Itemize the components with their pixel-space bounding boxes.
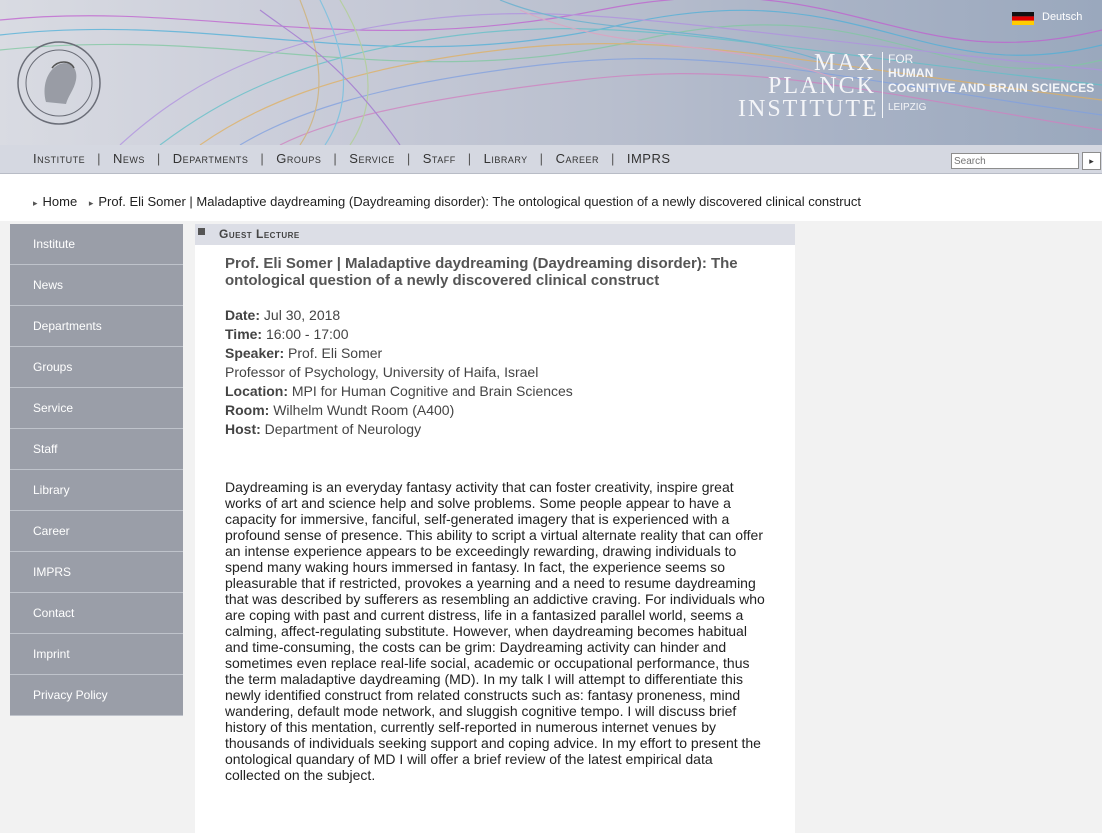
nav-separator: |: [406, 151, 411, 166]
search-submit-icon[interactable]: ▸: [1082, 152, 1101, 170]
breadcrumb-home-link[interactable]: Home: [42, 194, 78, 209]
event-time: [225, 325, 573, 344]
sidebar-item-departments[interactable]: Departments: [10, 306, 183, 347]
institute-name-line-2: COGNITIVE AND BRAIN SCIENCES: [888, 81, 1095, 95]
logo-line-institute: INSTITUTE: [738, 96, 879, 122]
event-abstract: Daydreaming is an everyday fantasy activity that can foster creativity, inspire great works of art and science help and solve problems. Some people appear to have a capacity for immersive, fanciful, self-generated imagery that is experienced with a profound sense of presence. This ability to script a virtual alternate reality that can offer an intense experience appears to be exceedingly rewarding, drawing individuals to spend many waking hours immersed in fantasy. In fact, the experience seems so pleasurable that if restricted, provokes a yearning and a need to resume daydreaming that was described by sufferers as resembling an addictive craving. For individuals who are coping with past and current distress, life in a fantasized parallel world, seems a calming, affect-regulating substitute. However, when daydreaming becomes habitual and time-consuming, the costs can be grim: Daydreaming activity can hinder and sometimes even replace real-life social, academic or occupational performance, thus the term maladaptive daydreaming (MD). In my talk I will attempt to differentiate this newly identified construct from related constructs such as: fantasy proneness, mind wandering, default mode network, and sluggish cognitive tempo. I will discuss brief history of this mentation, currently self-reported in numerous internet venues by thousands of individuals seeking support and coping advice. In my effort to present the ontological quandary of MD I will offer a brief review of the latest empirical data collected on the subject.: [225, 479, 765, 783]
institute-city: LEIPZIG: [888, 102, 927, 113]
minerva-seal-icon[interactable]: [16, 40, 102, 126]
sidebar-item-imprint[interactable]: Imprint: [10, 634, 183, 675]
sidebar-item-contact[interactable]: Contact: [10, 593, 183, 634]
nav-item-groups[interactable]: Groups |: [276, 151, 349, 166]
institute-name: [888, 52, 1095, 116]
institute-for: FOR: [888, 52, 914, 66]
event-details: [225, 306, 573, 439]
search-input[interactable]: [951, 153, 1079, 169]
breadcrumb-arrow-icon: ▸: [88, 198, 94, 208]
event-date: [225, 306, 573, 325]
sidebar-item-privacy-policy[interactable]: Privacy Policy: [10, 675, 183, 716]
event-content: [195, 224, 795, 833]
host-label: Host:: [225, 421, 261, 437]
nav-item-institute[interactable]: Institute |: [33, 151, 113, 166]
max-planck-logo[interactable]: [738, 50, 879, 122]
sidebar-item-news[interactable]: News: [10, 265, 183, 306]
host-value: Department of Neurology: [264, 421, 422, 437]
sidebar-item-library[interactable]: Library: [10, 470, 183, 511]
nav-item-career[interactable]: Career |: [556, 151, 627, 166]
sidebar-item-groups[interactable]: Groups: [10, 347, 183, 388]
nav-separator: |: [610, 151, 615, 166]
event-title: Prof. Eli Somer | Maladaptive daydreaming (Daydreaming disorder): The ontological question of a newly discovered clinical construct: [225, 255, 738, 289]
nav-separator: |: [156, 151, 161, 166]
breadcrumb: [0, 174, 1102, 221]
institute-name-line-1: HUMAN: [888, 66, 934, 80]
sidebar-item-service[interactable]: Service: [10, 388, 183, 429]
location-value: MPI for Human Cognitive and Brain Sciences: [291, 383, 573, 399]
language-switch-link[interactable]: Deutsch: [1042, 11, 1083, 23]
nav-item-departments[interactable]: Departments |: [173, 151, 276, 166]
date-label: Date:: [225, 307, 261, 323]
event-location: [225, 382, 573, 401]
german-flag-icon[interactable]: [1012, 12, 1034, 25]
nav-separator: |: [260, 151, 265, 166]
sidebar-item-imprs[interactable]: IMPRS: [10, 552, 183, 593]
nav-item-news[interactable]: News |: [113, 151, 173, 166]
event-host: [225, 420, 573, 439]
logo-divider: [882, 52, 883, 118]
sidebar-item-institute[interactable]: Institute: [10, 224, 183, 265]
section-label: Guest Lecture: [219, 227, 300, 241]
logo-line-planck: PLANCK: [767, 73, 876, 99]
nav-separator: |: [97, 151, 102, 166]
sidebar-item-staff[interactable]: Staff: [10, 429, 183, 470]
nav-separator: |: [539, 151, 544, 166]
room-value: Wilhelm Wundt Room (A400): [273, 402, 455, 418]
main-nav: [0, 145, 1102, 174]
speaker-value: Prof. Eli Somer: [288, 345, 383, 361]
speaker-label: Speaker:: [225, 345, 285, 361]
time-value: 16:00 - 17:00: [265, 326, 349, 342]
nav-item-library[interactable]: Library |: [484, 151, 556, 166]
speaker-affiliation: Professor of Psychology, University of Haifa, Israel: [225, 364, 539, 380]
nav-separator: |: [467, 151, 472, 166]
nav-item-staff[interactable]: Staff |: [423, 151, 484, 166]
nav-separator: |: [333, 151, 338, 166]
nav-item-imprs[interactable]: IMPRS: [626, 151, 671, 166]
header-banner: [0, 0, 1102, 145]
room-label: Room:: [225, 402, 270, 418]
location-label: Location:: [225, 383, 288, 399]
breadcrumb-current: Prof. Eli Somer | Maladaptive daydreaming (Daydreaming disorder): The ontological question of a newly discovered clinical construct: [98, 194, 861, 209]
sidebar-item-career[interactable]: Career: [10, 511, 183, 552]
date-value: Jul 30, 2018: [263, 307, 341, 323]
event-room: [225, 401, 573, 420]
section-bullet-icon: [198, 228, 205, 235]
section-header: [195, 224, 795, 245]
event-speaker: [225, 344, 573, 363]
sidebar: [10, 224, 183, 716]
logo-line-max: MAX: [813, 50, 876, 76]
nav-item-service[interactable]: Service |: [349, 151, 422, 166]
breadcrumb-arrow-icon: ▸: [33, 198, 38, 208]
time-label: Time:: [225, 326, 263, 342]
